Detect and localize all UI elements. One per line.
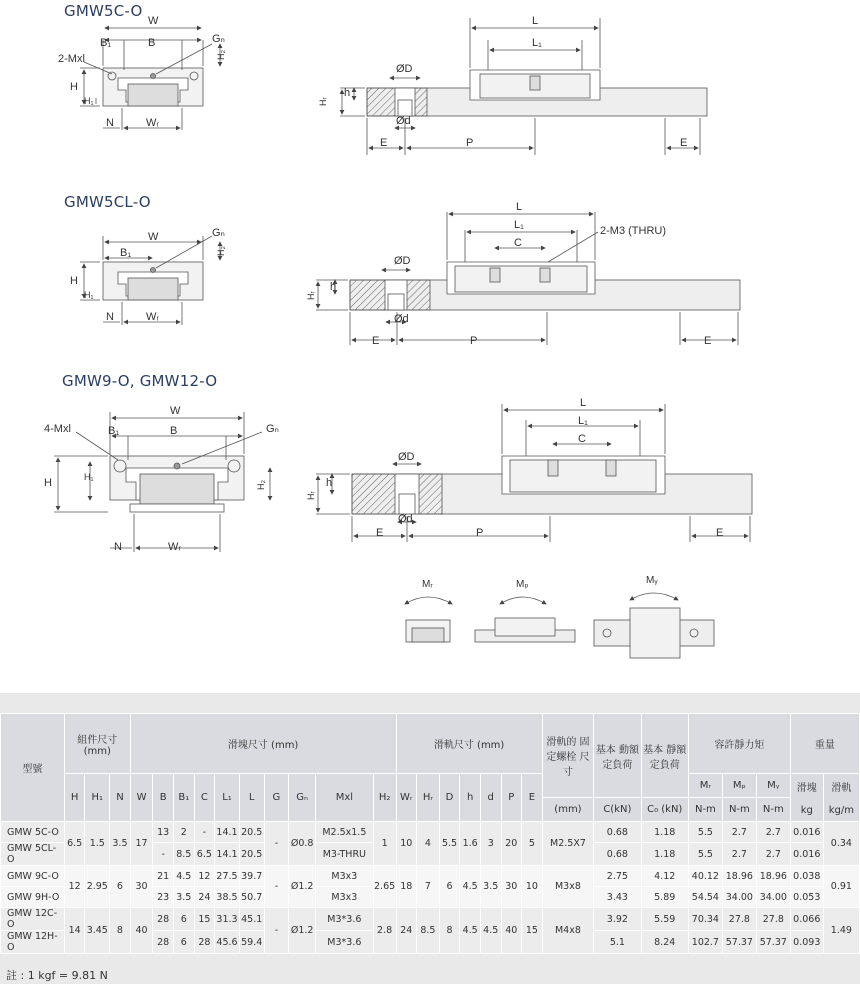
dim-label-gn: Gₙ [266,423,279,435]
cell-c0kn: 8.24 [641,931,688,954]
cell-l1: 14.1 [215,843,240,866]
header-l1: L₁ [215,774,240,822]
header-model: 型號 [1,714,65,822]
cell-c0kn: 5.59 [641,908,688,931]
header-h1: H₁ [85,774,110,822]
cell-b: 28 [153,931,174,954]
cell-d-big: 8 [439,908,460,954]
cell-p: 30 [501,866,522,908]
cell-mr: 5.5 [688,843,722,866]
gmw9-12-end-view [54,412,270,552]
cell-p: 20 [501,822,522,866]
header-p: P [501,774,522,822]
dim-label-c: C [578,433,586,445]
cell-block-kg: 0.016 [790,822,823,843]
header-my: Mᵧ [756,774,790,798]
cell-model: GMW 12C-O [1,908,65,931]
cell-l: 59.4 [239,931,264,954]
cell-h1: 1.5 [85,822,110,866]
cell-p: 40 [501,908,522,954]
figure-title-gmw5c: GMW5C-O [64,2,143,20]
moment-label-mr: Mᵣ [422,579,433,590]
cell-my: 18.96 [756,866,790,887]
dim-label-h: H [44,477,52,489]
header-bolt-unit: (mm) [542,798,593,822]
dim-label-e-left: E [380,137,388,149]
cell-block-kg: 0.093 [790,931,823,954]
cell-l: 50.7 [239,887,264,908]
cell-model: GMW 12H-O [1,931,65,954]
dim-label-h-rail: h [344,87,351,99]
header-mr: Mᵣ [688,774,722,798]
cell-c: 15 [194,908,215,931]
dim-label-n: N [106,311,114,323]
header-c: C [194,774,215,822]
header-nm-my: N-m [756,798,790,822]
cell-gn: Ø0.8 [289,822,316,866]
dim-label-h2: H₂ [256,480,266,490]
cell-bolt: M2.5X7 [542,822,593,866]
dim-label-w: W [148,15,159,27]
dim-label-p: P [466,137,474,149]
dim-label-p: P [476,527,484,539]
dim-label-wr: Wᵣ [168,541,182,553]
cell-h2: 2.8 [373,908,396,954]
dim-label-l: L [532,15,539,27]
cell-c0kn: 1.18 [641,843,688,866]
figure-title-gmw5cl: GMW5CL-O [64,193,151,211]
header-rail: 滑軌尺寸 (mm) [396,714,542,774]
cell-g: - [264,822,289,866]
cell-c0kn: 5.89 [641,887,688,908]
cell-d-big: 6 [439,866,460,908]
cell-mxl: M3*3.6 [316,908,374,931]
cell-gn: Ø1.2 [289,866,316,908]
cell-b1: 2 [173,822,194,843]
header-kg: kg [800,805,813,816]
cell-w: 30 [130,866,153,908]
header-rail-weight [823,774,859,822]
gmw9-12-side-view [316,404,752,542]
cell-mr: 102.7 [688,931,722,954]
cell-rail-kgm: 1.49 [823,908,859,954]
dim-label-wr: Wᵣ [146,117,160,129]
cell-h: 14 [64,908,85,954]
cell-rail-kgm: 0.91 [823,866,859,908]
dim-label-h-rail: h [330,281,337,293]
cell-block-kg: 0.066 [790,908,823,931]
dim-label-h: H [70,275,78,287]
cell-mxl: M3x3 [316,866,374,887]
cell-b1: 6 [173,931,194,954]
cell-l1: 27.5 [215,866,240,887]
dim-label-od-small: Ød [396,115,411,127]
dim-label-mxl-2: 2-Mxl [58,53,85,65]
cell-ckn: 5.1 [594,931,641,954]
cell-h: 12 [64,866,85,908]
cell-mxl: M2.5x1.5 [316,822,374,843]
dim-label-h2: H₂ [216,246,226,256]
footnote: 註 : 1 kgf = 9.81 N [6,969,108,982]
moment-mp-diagram [475,597,575,642]
cell-my: 57.37 [756,931,790,954]
cell-mr: 40.12 [688,866,722,887]
cell-hr: 4 [417,822,440,866]
cell-c: 28 [194,931,215,954]
cell-b: 21 [153,866,174,887]
header-nm-mr: N-m [688,798,722,822]
cell-c0kn: 1.18 [641,822,688,843]
dim-label-h: H [70,81,78,93]
dim-label-b1: B₁ [120,247,132,259]
cell-model: GMW 9C-O [1,866,65,887]
cell-model: GMW 9H-O [1,887,65,908]
cell-mp: 2.7 [722,822,756,843]
cell-c: 24 [194,887,215,908]
dim-label-mxl-4: 4-Mxl [44,423,71,435]
cell-block-kg: 0.053 [790,887,823,908]
cell-ckn: 0.68 [594,843,641,866]
cell-my: 2.7 [756,843,790,866]
header-e: E [522,774,543,822]
dim-label-od-small: Ød [398,513,413,525]
cell-gn: Ø1.2 [289,908,316,954]
header-b1: B₁ [173,774,194,822]
spec-table-section [0,693,860,984]
header-rail-label: 滑軌 [831,783,852,794]
cell-wr: 24 [396,908,417,954]
header-b: B [153,774,174,822]
header-assembly: 組件尺寸 (mm) [64,714,130,774]
header-l: L [239,774,264,822]
cell-h: 6.5 [64,822,85,866]
cell-e: 10 [522,866,543,908]
header-n: N [110,774,131,822]
cell-h-small: 4.5 [460,866,481,908]
dim-label-b: B [170,425,178,437]
cell-h1: 3.45 [85,908,110,954]
header-hr: Hᵣ [417,774,440,822]
header-kgm: kg/m [828,805,854,816]
cell-ckn: 0.68 [594,822,641,843]
gmw5c-side-view [340,18,707,155]
header-dynamic-load: 基本 動額 定負荷 [594,714,641,798]
dim-label-e-left: E [376,527,384,539]
dim-label-l: L [580,397,587,409]
header-wr: Wᵣ [396,774,417,822]
header-block-weight [790,774,823,822]
dim-label-n: N [106,117,114,129]
dim-label-h1: H₁ [84,96,94,106]
cell-w: 17 [130,822,153,866]
table-row [1,866,860,887]
dim-label-gn: Gₙ [212,33,225,45]
dim-label-e-left: E [372,335,380,347]
dim-label-l1: L₁ [532,37,542,49]
dim-label-gn: Gₙ [212,227,225,239]
cell-l1: 31.3 [215,908,240,931]
dim-label-wr: Wᵣ [146,311,160,323]
cell-wr: 18 [396,866,417,908]
cell-mp: 34.00 [722,887,756,908]
cell-ckn: 3.43 [594,887,641,908]
moment-mr-diagram [405,597,452,642]
cell-mr: 54.54 [688,887,722,908]
cell-l1: 14.1 [215,822,240,843]
cell-g: - [264,908,289,954]
cell-mp: 2.7 [722,843,756,866]
cell-g: - [264,866,289,908]
cell-h2: 2.65 [373,866,396,908]
spec-table [0,713,860,954]
cell-l1: 45.6 [215,931,240,954]
dim-label-w: W [170,405,181,417]
cell-b: 13 [153,822,174,843]
dim-label-e-right: E [680,137,688,149]
dim-label-l1: L₁ [514,219,524,231]
table-row [1,908,860,931]
cell-ckn: 3.92 [594,908,641,931]
cell-b: 28 [153,908,174,931]
cell-d-small: 4.5 [480,908,501,954]
dim-label-hr: Hᵣ [306,491,316,500]
cell-mp: 27.8 [722,908,756,931]
dim-label-b1: B₁ [108,425,120,437]
header-c0kn: C₀ (kN) [641,798,688,822]
cell-mxl: M3x3 [316,887,374,908]
cell-d-small: 3 [480,822,501,866]
dim-label-od-small: Ød [394,313,409,325]
cell-l: 20.5 [239,843,264,866]
header-h-small: h [460,774,481,822]
cell-b1: 4.5 [173,866,194,887]
header-gn: Gₙ [289,774,316,822]
dim-label-hr: Hᵣ [306,291,316,300]
cell-model: GMW 5CL-O [1,843,65,866]
moment-label-my: Mᵧ [646,575,658,586]
cell-wr: 10 [396,822,417,866]
cell-block-kg: 0.016 [790,843,823,866]
cell-mxl: M3-THRU [316,843,374,866]
header-moment: 容許靜力矩 [688,714,790,774]
cell-c: 6.5 [194,843,215,866]
cell-model: GMW 5C-O [1,822,65,843]
header-block-label: 滑塊 [796,783,817,794]
cell-hr: 7 [417,866,440,908]
cell-c: 12 [194,866,215,887]
cell-c: - [194,822,215,843]
moment-label-mp: Mₚ [516,579,529,590]
dim-label-b1: B₁ [100,37,112,49]
dim-label-hr: Hᵣ [318,97,328,106]
header-bolt: 滑軌的 固定螺栓 尺寸 [542,714,593,798]
header-mp: Mₚ [722,774,756,798]
cell-b: 23 [153,887,174,908]
cell-d-big: 5.5 [439,822,460,866]
gmw5cl-side-view [316,212,740,345]
header-ckn: C(kN) [594,798,641,822]
dim-label-h1: H₁ [84,472,94,482]
cell-h-small: 4.5 [460,908,481,954]
dim-label-e-right: E [704,335,712,347]
cell-mr: 5.5 [688,822,722,843]
dim-label-h1: H₁ [84,290,94,300]
moment-my-diagram [594,593,714,658]
cell-mp: 18.96 [722,866,756,887]
dim-label-l: L [516,201,523,213]
cell-e: 15 [522,908,543,954]
cell-l: 39.7 [239,866,264,887]
cell-n: 3.5 [110,822,131,866]
dim-label-od: ØD [394,255,411,267]
cell-mr: 70.34 [688,908,722,931]
header-g: G [264,774,289,822]
cell-ckn: 2.75 [594,866,641,887]
cell-my: 27.8 [756,908,790,931]
cell-h2: 1 [373,822,396,866]
dim-label-e-right: E [716,527,724,539]
header-static-load: 基本 靜額 定負荷 [641,714,688,798]
cell-b1: 3.5 [173,887,194,908]
cell-n: 8 [110,908,131,954]
dim-label-w: W [148,231,159,243]
cell-b1: 8.5 [173,843,194,866]
cell-mxl: M3*3.6 [316,931,374,954]
header-mxl: Mxl [316,774,374,822]
cell-e: 5 [522,822,543,866]
dim-label-od: ØD [396,63,413,75]
cell-b: - [153,843,174,866]
dim-label-b: B [148,37,156,49]
header-h2: H₂ [373,774,396,822]
cell-hr: 8.5 [417,908,440,954]
cell-h-small: 1.6 [460,822,481,866]
dim-label-p: P [470,335,478,347]
header-block: 滑塊尺寸 (mm) [130,714,396,774]
dim-label-n: N [114,541,122,553]
cell-bolt: M3x8 [542,866,593,908]
header-d-small: d [480,774,501,822]
cell-b1: 6 [173,908,194,931]
cell-rail-kgm: 0.34 [823,822,859,866]
header-w: W [130,774,153,822]
cell-c0kn: 4.12 [641,866,688,887]
figure-title-gmw9-12: GMW9-O, GMW12-O [62,372,218,390]
dim-label-c: C [514,237,522,249]
cell-n: 6 [110,866,131,908]
cell-l: 45.1 [239,908,264,931]
cell-d-small: 3.5 [480,866,501,908]
dim-label-l1: L₁ [578,415,588,427]
dim-label-od: ØD [398,451,415,463]
cell-l: 20.5 [239,822,264,843]
header-h: H [64,774,85,822]
cell-h1: 2.95 [85,866,110,908]
cell-l1: 38.5 [215,887,240,908]
header-nm-mp: N-m [722,798,756,822]
dim-label-h2: H₂ [216,50,226,60]
dim-label-thru: 2-M3 (THRU) [600,225,666,237]
header-weight: 重量 [790,714,859,774]
cell-mp: 57.37 [722,931,756,954]
dim-label-h-rail: h [326,477,333,489]
table-row [1,822,860,843]
header-d-big: D [439,774,460,822]
cell-w: 40 [130,908,153,954]
cell-block-kg: 0.038 [790,866,823,887]
cell-bolt: M4x8 [542,908,593,954]
cell-my: 2.7 [756,822,790,843]
cell-my: 34.00 [756,887,790,908]
